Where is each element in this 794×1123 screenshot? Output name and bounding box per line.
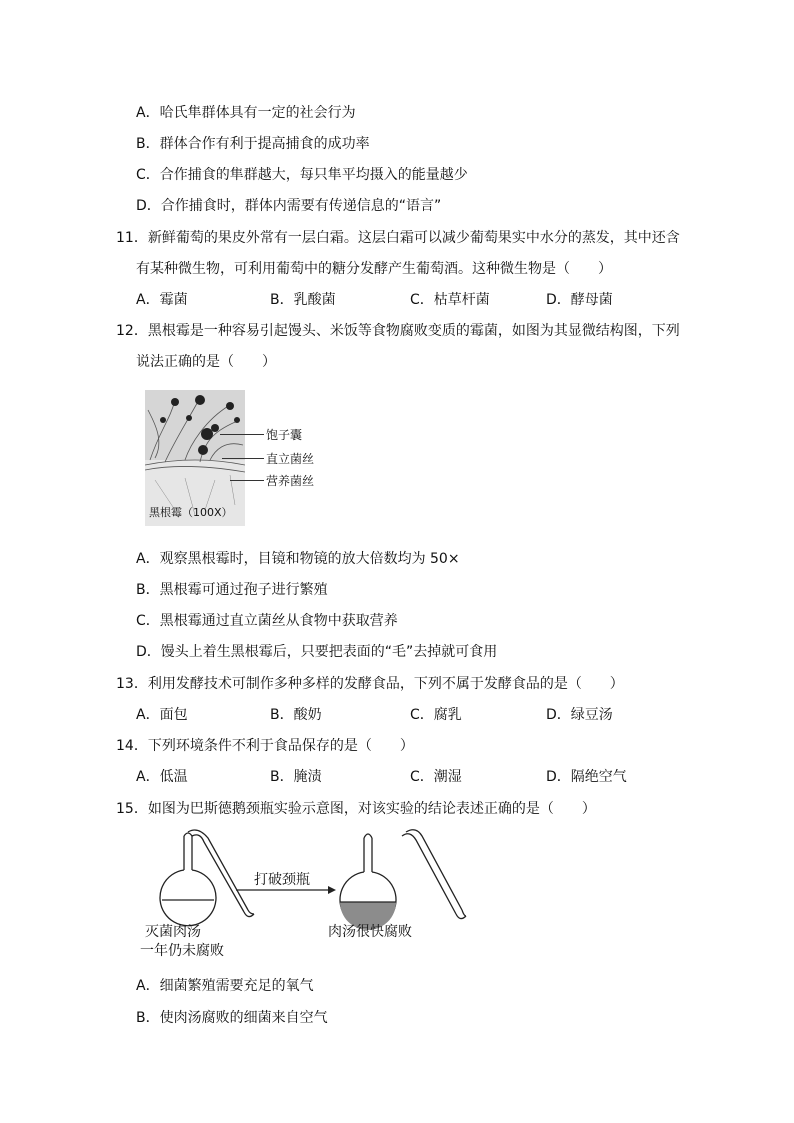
q11-options <box>136 290 696 310</box>
micrograph-caption: 黑根霉（100X） <box>149 506 233 519</box>
label-sporangium: 饱子囊 <box>266 428 303 442</box>
right-flask-caption: 肉汤很快腐败 <box>328 924 412 940</box>
q11-option-c: C．枯草杆菌 <box>410 292 490 308</box>
swan-neck-flask-intact <box>160 830 254 926</box>
q12-option-b: B．黑根霉可通过孢子进行繁殖 <box>136 582 328 598</box>
q11-option-d: D．酵母菌 <box>546 292 613 308</box>
q12-option-a: A．观察黑根霉时，目镜和物镜的放大倍数均为 50× <box>136 551 460 567</box>
q13-stem: 13．利用发酵技术可制作多种多样的发酵食品，下列不属于发酵食品的是（ ） <box>116 676 624 692</box>
label-erect-hyphae: 直立菌丝 <box>266 452 315 466</box>
arrow-label: 打破颈瓶 <box>254 872 310 888</box>
q10-option-b: B．群体合作有利于提高捕食的成功率 <box>136 136 370 152</box>
q11-stem-line2: 有某种微生物，可利用葡萄中的糖分发酵产生葡萄酒。这种微生物是（ ） <box>136 261 612 277</box>
leader-line-erect-hyphae <box>222 458 264 459</box>
label-nutrient-hyphae: 营养菌丝 <box>266 474 315 488</box>
q12-option-d: D．馒头上着生黑根霉后，只要把表面的“毛”去掉就可食用 <box>136 644 498 660</box>
q10-option-a: A．哈氏隼群体具有一定的社会行为 <box>136 105 356 121</box>
q15-option-a: A．细菌繁殖需要充足的氧气 <box>136 978 314 994</box>
q11-option-b: B．乳酸菌 <box>270 292 336 308</box>
q14-option-a: A．低温 <box>136 769 188 785</box>
q14-option-c: C．潮湿 <box>410 769 462 785</box>
q13-option-d: D．绿豆汤 <box>546 707 613 723</box>
q10-option-d: D．合作捕食时，群体内需要有传递信息的“语言” <box>136 198 442 214</box>
q11-option-a: A．霉菌 <box>136 292 188 308</box>
q12-option-c: C．黑根霉通过直立菌丝从食物中获取营养 <box>136 613 398 629</box>
leader-line-sporangium <box>220 434 264 435</box>
left-flask-caption-2: 一年仍未腐败 <box>140 943 224 959</box>
q13-option-c: C．腐乳 <box>410 707 462 723</box>
q15-option-b: B．使肉汤腐败的细菌来自空气 <box>136 1010 328 1026</box>
q14-options <box>136 767 696 787</box>
q14-option-b: B．腌渍 <box>270 769 322 785</box>
q14-stem: 14．下列环境条件不利于食品保存的是（ ） <box>116 738 414 754</box>
q12-stem-line2: 说法正确的是（ ） <box>136 354 276 370</box>
arrow-head <box>328 886 336 894</box>
q11-stem-line1: 11．新鲜葡萄的果皮外常有一层白霜。这层白霜可以减少葡萄果实中水分的蒸发，其中还含 <box>116 230 680 246</box>
left-flask-caption-1: 灭菌肉汤 <box>145 924 201 940</box>
q12-stem-line1: 12．黑根霉是一种容易引起馒头、米饭等食物腐败变质的霉菌，如图为其显微结构图，下列 <box>116 323 680 339</box>
detached-neck <box>402 830 466 919</box>
leader-line-nutrient-hyphae <box>230 480 264 481</box>
q15-stem: 15．如图为巴斯德鹅颈瓶实验示意图，对该实验的结论表述正确的是（ ） <box>116 801 596 817</box>
q13-option-a: A．面包 <box>136 707 188 723</box>
q10-option-c: C．合作捕食的隼群越大，每只隼平均摄入的能量越少 <box>136 167 468 183</box>
q13-options <box>136 705 696 725</box>
q14-option-d: D．隔绝空气 <box>546 769 627 785</box>
q13-option-b: B．酸奶 <box>270 707 322 723</box>
